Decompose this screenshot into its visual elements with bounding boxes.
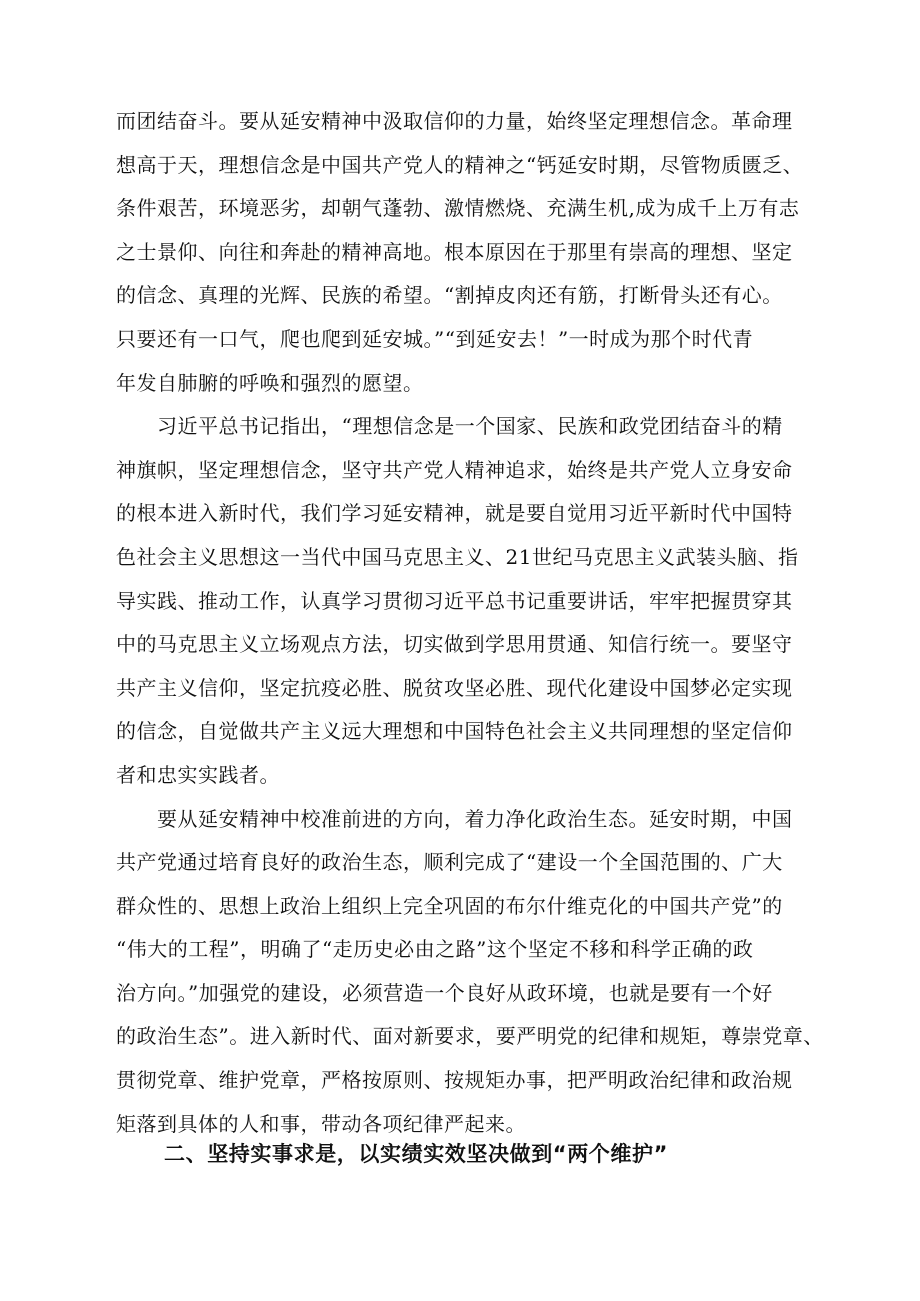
text-line: 治方向。”加强党的建设，必须营造一个良好从政环境，也就是要有一个好 bbox=[116, 980, 773, 1005]
text-line: 要从延安精神中校准前进的方向，着力净化政治生态。延安时期，中国 bbox=[116, 806, 793, 831]
paragraph-1 bbox=[116, 100, 806, 405]
text-line: 群众性的、思想上政治上组织上完全巩固的布尔什维克化的中国共产党”的 bbox=[116, 893, 783, 918]
text-line: 色社会主义思想这一当代中国马克思主义、21世纪马克思主义武装头脑、指 bbox=[116, 544, 799, 569]
text-line: 而团结奋斗。要从延安精神中汲取信仰的力量，始终坚定理想信念。革命理 bbox=[116, 109, 793, 133]
text-line: 的政治生态”。进入新时代、面对新要求，要严明党的纪律和规矩，尊崇党章、 bbox=[116, 1024, 824, 1049]
text-line: 的信念、真理的光辉、民族的希望。“割掉皮肉还有筋，打断骨头还有心。 bbox=[116, 283, 783, 308]
text-line: 导实践、推动工作，认真学习贯彻习近平总书记重要讲话，牢牢把握贯穿其 bbox=[116, 588, 793, 613]
section-heading: 二、坚持实事求是，以实绩实效坚决做到“两个维护” bbox=[164, 1142, 669, 1166]
paragraph-3 bbox=[116, 798, 824, 1147]
text-line: 矩落到具体的人和事，带动各项纪律严起来。 bbox=[116, 1111, 526, 1136]
text-line: “伟大的工程”，明确了“走历史必由之路”这个坚定不移和科学正确的政 bbox=[116, 937, 754, 962]
text-line: 年发自肺腑的呼唤和强烈的愿望。 bbox=[116, 370, 424, 395]
text-line: 之士景仰、向往和奔赴的精神高地。根本原因在于那里有崇高的理想、坚定 bbox=[116, 239, 793, 264]
text-line: 中的马克思主义立场观点方法，切实做到学思用贯通、知信行统一。要坚守 bbox=[116, 632, 793, 657]
text-line: 条件艰苦，环境恶劣，却朝气蓬勃、激情燃烧、充满生机,成为成千上万有志 bbox=[116, 196, 800, 221]
paragraph-2 bbox=[116, 405, 806, 797]
text-line: 的根本进入新时代，我们学习延安精神，就是要自觉用习近平新时代中国特 bbox=[116, 501, 793, 526]
text-line: 想高于天，理想信念是中国共产党人的精神之“钙延安时期，尽管物质匮乏、 bbox=[116, 152, 804, 177]
text-line: 者和忠实实践者。 bbox=[116, 762, 280, 787]
text-line: 的信念，自觉做共产主义远大理想和中国特色社会主义共同理想的坚定信仰 bbox=[116, 719, 793, 744]
text-line: 习近平总书记指出，“理想信念是一个国家、民族和政党团结奋斗的精 bbox=[116, 414, 783, 439]
text-line: 只要还有一口气，爬也爬到延安城。”“到延安去！”一时成为那个时代青 bbox=[116, 326, 754, 351]
body-text bbox=[116, 100, 824, 1146]
text-line: 共产党通过培育良好的政治生态，顺利完成了“建设一个全国范围的、广大 bbox=[116, 850, 783, 875]
text-line: 贯彻党章、维护党章，严格按原则、按规矩办事，把严明政治纪律和政治规 bbox=[116, 1068, 793, 1093]
text-line: 共产主义信仰，坚定抗疫必胜、脱贫攻坚必胜、现代化建设中国梦必定实现 bbox=[116, 675, 793, 700]
text-line: 神旗帜，坚定理想信念，坚守共产党人精神追求，始终是共产党人立身安命 bbox=[116, 457, 793, 482]
